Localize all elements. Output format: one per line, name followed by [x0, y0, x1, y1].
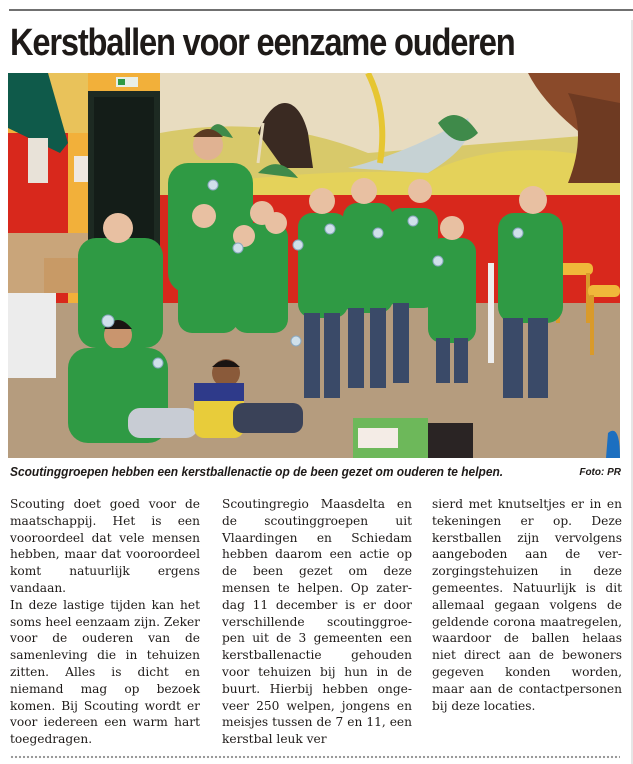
- photo-credit: Foto: PR: [579, 467, 621, 478]
- article-photo: [8, 73, 620, 458]
- paragraph: In deze lastige tijden kan het soms heel eenzaam zijn. Zeker voor de ouderen van de samenleving die in tehuizen zitten. Alles is dicht en niemand mag op bezoek komen. Bij Scouting wordt er voor iedereen een warm hart toegedragen.: [10, 597, 200, 747]
- top-rule: [9, 9, 633, 11]
- paragraph: sierd met knutseltjes er in en tekeningen er op. Deze kerstballen zijn vervolgens aangeboden aan de verzorgingstehuizen in deze gemeentes. Natuurlijk is dit allemaal gegaan volgens de geldende corona maatregelen, waardoor de ballen helaas niet direct aan de bewoners gegeven konden worden, maar aan de contactpersonen bij deze locaties.: [432, 497, 622, 713]
- paragraph: Scouting doet goed voor de maatschappij. Het is een vooroordeel dat vele mensen hebben, maar dat vooroordeel komt natuurlijk ergens vandaan.: [10, 497, 200, 595]
- article-column-3: [432, 496, 622, 714]
- paragraph: Scoutingregio Maasdelta en de scoutinggroepen uit Vlaardingen en Schiedam hebben daarom een actie op de been gezet om deze mensen te helpen. Op zaterdag 11 december is er door verschillende scoutinggroepen uit de 3 gemeenten een kerstballenactie gehouden voor tehuizen bij hun in de buurt. Hierbij hebben ongeveer 250 welpen, jongens en meisjes tussen de 7 en 11, een kerstbal leuk ver: [222, 497, 412, 747]
- scouts-photo-illustration: [8, 73, 620, 458]
- article-column-1: [10, 496, 200, 748]
- dotted-separator: [10, 755, 620, 759]
- headline: Kerstballen voor eenzame ouderen: [10, 22, 515, 64]
- photo-caption: Scoutinggroepen hebben een kerstballenactie op de been gezet om ouderen te helpen.: [10, 464, 504, 479]
- article-column-2: [222, 496, 412, 748]
